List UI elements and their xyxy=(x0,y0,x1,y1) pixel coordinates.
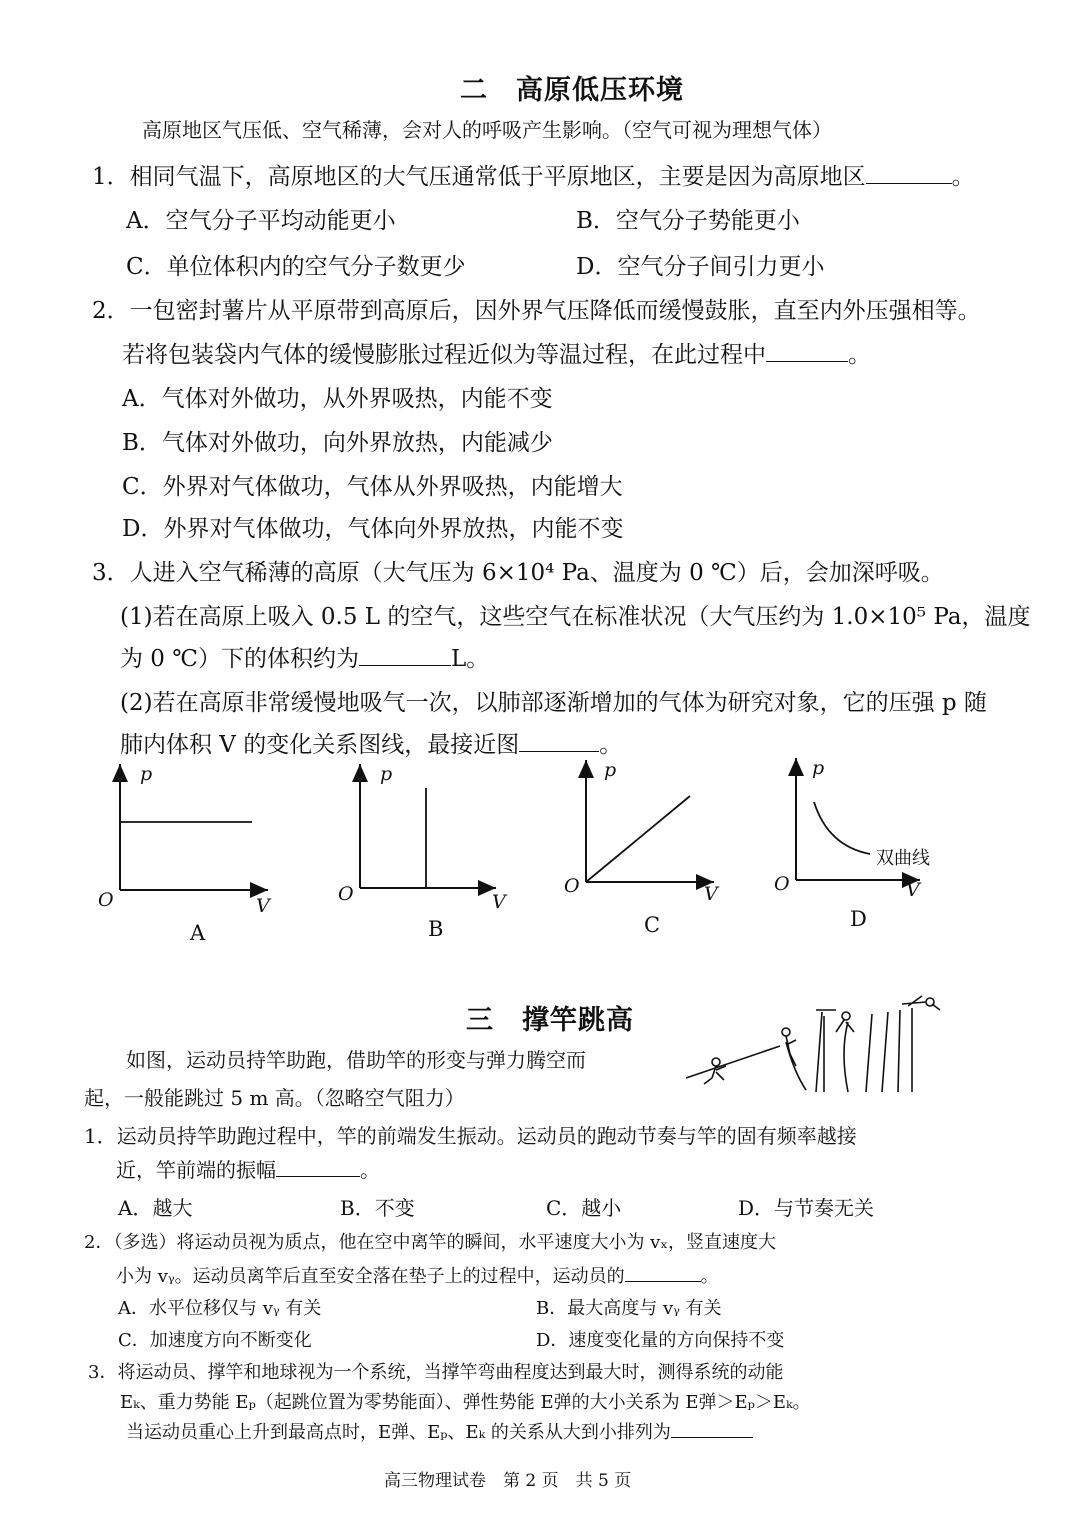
q3-2-stem-line2: 小为 vᵧ。运动员离竿后直至安全落在垫子上的过程中，运动员的 。 xyxy=(116,1262,719,1288)
graph-b-v-label: V xyxy=(492,891,506,913)
graph-b-p-label: p xyxy=(380,763,393,785)
q3-1-stem-line1: 1．运动员持竿助跑过程中，竿的前端发生振动。运动员的跑动节奏与竿的固有频率越接 xyxy=(84,1124,857,1148)
graph-d-v-label: V xyxy=(906,879,920,901)
q3-3-line3: 当运动员重心上升到最高点时，E弹、Eₚ、Eₖ 的关系从大到小排列为 xyxy=(126,1418,753,1444)
graph-d-hyperbola-label: 双曲线 xyxy=(876,848,930,869)
q2-1-option-b: B．空气分子势能更小 xyxy=(576,208,800,234)
graph-a-origin: O xyxy=(98,889,114,911)
q3-2-option-a: A．水平位移仅与 vᵧ 有关 xyxy=(118,1298,322,1319)
q3-1-option-a: A．越大 xyxy=(118,1196,193,1220)
q3-1-option-d: D．与节奏无关 xyxy=(738,1196,875,1220)
section3-intro-line2: 起，一般能跳过 5 m 高。（忽略空气阻力） xyxy=(84,1086,465,1110)
pv-graphs xyxy=(0,750,1080,950)
q3-3-line2: Eₖ、重力势能 Eₚ（起跳位置为零势能面）、弹性势能 E弹的大小关系为 E弹＞Eₚ＞Eₖ。 xyxy=(120,1392,811,1413)
q2-2-stem-line1: 2．一包密封薯片从平原带到高原后，因外界气压降低而缓慢鼓胀，直至内外压强相等。 xyxy=(92,298,981,324)
q2-2-option-c: C．外界对气体做功，气体从外界吸热，内能增大 xyxy=(122,474,623,500)
graph-b xyxy=(338,763,508,941)
pole-vault-illustration xyxy=(676,992,956,1096)
section3-intro-line1: 如图，运动员持竿助跑，借助竿的形变与弹力腾空而 xyxy=(126,1048,586,1072)
graph-a-v-label: V xyxy=(256,895,270,917)
q3-2-stem-line1: 2．（多选）将运动员视为质点，他在空中离竿的瞬间，水平速度大小为 vₓ，竖直速度大 xyxy=(84,1232,776,1253)
q2-1-option-d: D．空气分子间引力更小 xyxy=(576,254,825,280)
graph-b-label: B xyxy=(428,917,444,941)
graph-d xyxy=(774,757,930,931)
graph-c-label: C xyxy=(644,913,661,937)
graph-c-p-label: p xyxy=(604,759,617,781)
q2-2-option-a: A．气体对外做功，从外界吸热，内能不变 xyxy=(122,386,553,412)
graph-c-origin: O xyxy=(564,875,580,897)
q2-2-option-b: B．气体对外做功，向外界放热，内能减少 xyxy=(122,430,553,456)
graph-d-label: D xyxy=(850,907,867,931)
q3-2-option-b: B．最大高度与 vᵧ 有关 xyxy=(536,1298,722,1319)
graph-c-v-label: V xyxy=(704,883,718,905)
graph-c-curve xyxy=(586,796,690,882)
q2-1-option-c: C．单位体积内的空气分子数更少 xyxy=(126,254,466,280)
q2-3-part1-line1: (1)若在高原上吸入 0.5 L 的空气，这些空气在标准状况（大气压约为 1.0×10⁵ Pa，温度 xyxy=(120,604,1031,630)
section2-intro: 高原地区气压低、空气稀薄，会对人的呼吸产生影响。（空气可视为理想气体） xyxy=(142,118,832,142)
graph-d-origin: O xyxy=(774,873,790,895)
graph-a-p-label: p xyxy=(140,763,153,785)
q2-2-option-d: D．外界对气体做功，气体向外界放热，内能不变 xyxy=(122,516,624,542)
graph-d-curve xyxy=(814,802,870,854)
page-footer: 高三物理试卷 第 2 页 共 5 页 xyxy=(384,1471,632,1491)
graph-d-p-label: p xyxy=(812,757,825,779)
graph-a xyxy=(98,763,272,945)
q2-2-stem-line2: 若将包装袋内气体的缓慢膨胀过程近似为等温过程，在此过程中 。 xyxy=(122,336,871,369)
q3-2-option-c: C．加速度方向不断变化 xyxy=(118,1330,312,1351)
q3-1-stem-line2: 近，竿前端的振幅 。 xyxy=(116,1158,380,1182)
q2-3-part2-line1: (2)若在高原非常缓慢地吸气一次，以肺部逐渐增加的气体为研究对象，它的压强 p 随 xyxy=(120,690,987,716)
q3-2-option-d: D．速度变化量的方向保持不变 xyxy=(536,1330,785,1351)
graph-a-label: A xyxy=(190,921,206,945)
graph-c xyxy=(564,759,720,937)
graph-b-origin: O xyxy=(338,883,354,905)
q2-3-stem: 3．人进入空气稀薄的高原（大气压为 6×10⁴ Pa、温度为 0 ℃）后，会加深呼吸。 xyxy=(92,560,944,586)
q3-3-line1: 3．将运动员、撑竿和地球视为一个系统，当撑竿弯曲程度达到最大时，测得系统的动能 xyxy=(88,1362,784,1383)
q2-3-part1-line2: 为 0 ℃）下的体积约为 L。 xyxy=(120,640,489,673)
section3-title: 三 撑竿跳高 xyxy=(466,1005,634,1036)
q2-3-part2-line2: 肺内体积 V 的变化关系图线，最接近图 。 xyxy=(120,726,622,759)
q2-1-stem: 1．相同气温下，高原地区的大气压通常低于平原地区，主要是因为高原地区 。 xyxy=(92,158,975,191)
q3-1-option-c: C．越小 xyxy=(546,1196,622,1220)
q3-1-option-b: B．不变 xyxy=(340,1196,415,1220)
q2-1-option-a: A．空气分子平均动能更小 xyxy=(126,208,396,234)
section2-title: 二 高原低压环境 xyxy=(460,75,684,106)
